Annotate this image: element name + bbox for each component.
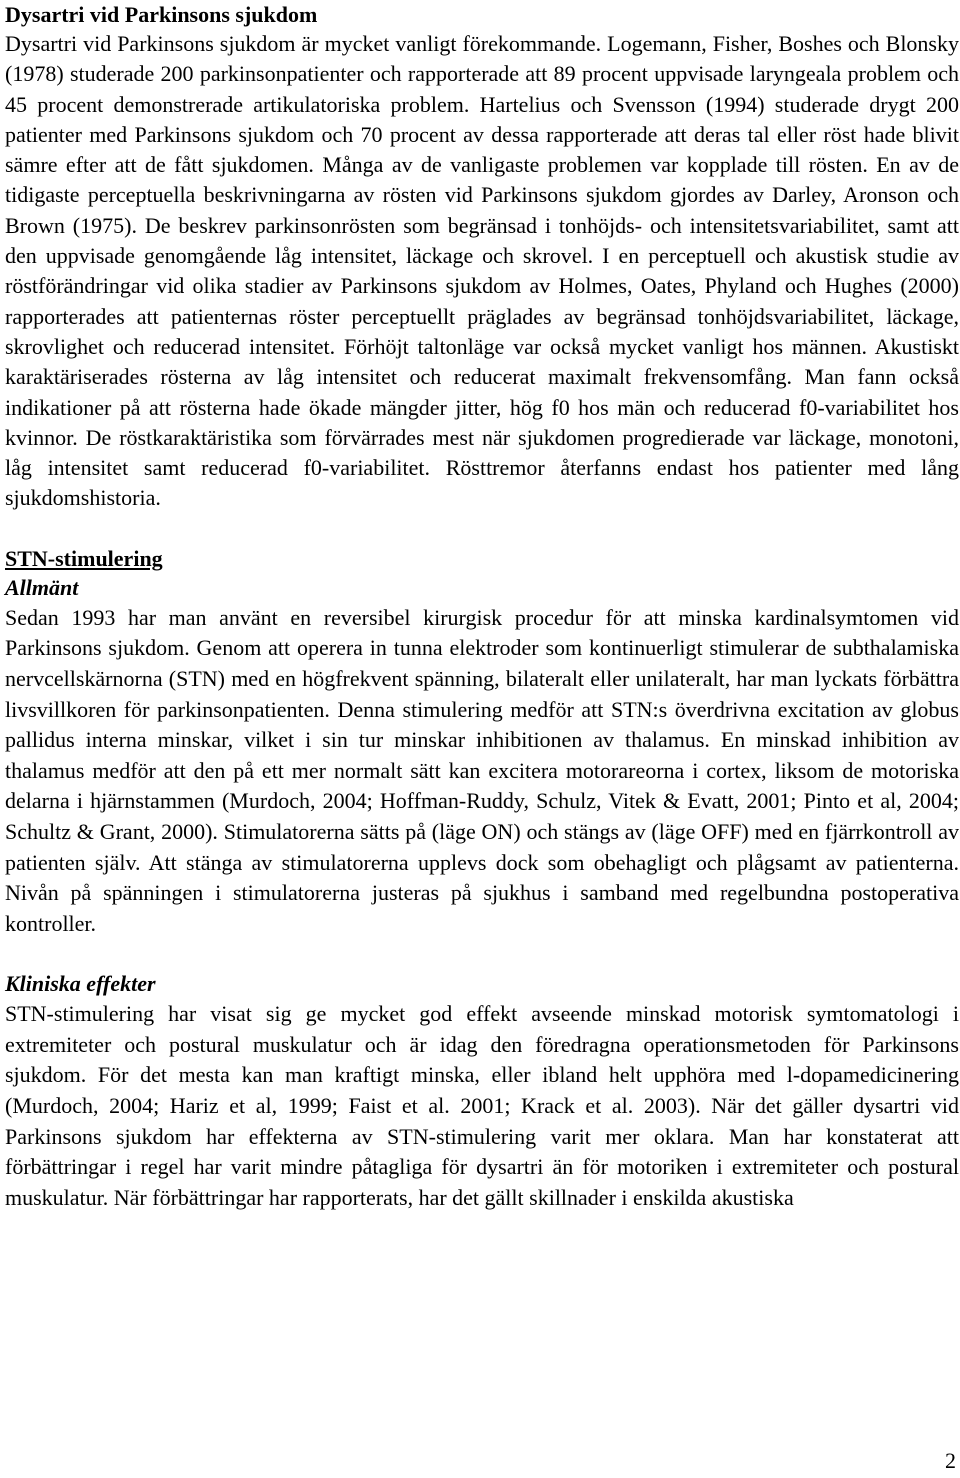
paragraph-kliniska-effekter: STN-stimulering har visat sig ge mycket god effekt avseende minskad motorisk symtomatologi i extremiteter och postural muskulatur och är idag den föredragna operationsmetoden för Parkinsons sjukdom. För det mesta kan man kraftigt minska, eller ibland helt upphöra med l-dopamedicinering (Murdoch, 2004; Hariz et al, 1999; Faist et al. 2001; Krack et al. 2003). När det gäller dysartri vid Parkinsons sjukdom har effekterna av STN-stimulering varit mer oklara. Man har konstaterat att förbättringar i regel har varit mindre påtagliga för dysartri än för motoriken i extremiteter och postural muskulatur. När förbättringar har rapporterats, har det gällt skillnader i enskilda akustiska [5, 1001, 959, 1210]
document-page [5, 0, 959, 1213]
section-heading-dysartri: Dysartri vid Parkinsons sjukdom [5, 2, 318, 27]
subheading-allmant: Allmänt [5, 574, 79, 600]
section-heading-stn: STN-stimulering [5, 545, 163, 571]
subheading-kliniska-effekter: Kliniska effekter [5, 971, 156, 997]
paragraph-allmant: Sedan 1993 har man använt en reversibel kirurgisk procedur för att minska kardinalsymtomen vid Parkinsons sjukdom. Genom att operera in tunna elektroder som kontinuerligt stimulerar de subthalamiska nervcellskärnorna (STN) med en högfrekvent spänning, bilateralt eller unilateralt, har man lyckats förbättra livsvillkoren för parkinsonpatienten. Denna stimulering medför att STN:s överdrivna excitation av globus pallidus interna minskar, vilket i sin tur minskar inhibitionen av thalamus. En minskad inhibition av thalamus medför att den på ett mer normalt sätt kan excitera motorareorna i cortex, liksom de motoriska delarna i hjärnstammen (Murdoch, 2004; Hoffman-Ruddy, Schulz, Vitek & Evatt, 2001; Pinto et al, 2004; Schultz & Grant, 2000). Stimulatorerna sätts på (läge ON) och stängs av (läge OFF) med en fjärrkontroll av patienten själv. Att stänga av stimulatorerna upplevs dock som obehagligt och plågsamt av patienterna. Nivån på spänningen i stimulatorerna justeras på sjukhus i samband med regelbundna postoperativa kontroller. [5, 604, 959, 936]
paragraph-dysartri: Dysartri vid Parkinsons sjukdom är mycket vanligt förekommande. Logemann, Fisher, Boshes och Blonsky (1978) studerade 200 parkinsonpatienter och rapporterade att 89 procent uppvisade laryngeala problem och 45 procent demonstrerade artikulatoriska problem. Hartelius och Svensson (1994) studerade drygt 200 patienter med Parkinsons sjukdom och 70 procent av dessa rapporterade att deras tal eller röst hade blivit sämre efter att de fått sjukdomen. Många av de vanligaste problemen var kopplade till rösten. En av de tidigaste perceptuella beskrivningarna av rösten vid Parkinsons sjukdom gjordes av Darley, Aronson och Brown (1975). De beskrev parkinsonrösten som begränsad i tonhöjds- och intensitetsvariabilitet, samt att den uppvisade genomgående låg intensitet, läckage och skrovel. I en perceptuell och akustisk studie av röstförändringar vid olika stadier av Parkinsons sjukdom av Holmes, Oates, Phyland och Hughes (2000) rapporterades att patienternas röster perceptuellt präglades av begränsad tonhöjdsvariabilitet, läckage, skrovlighet och reducerad intensitet. Förhöjt taltonläge var också mycket vanligt hos männen. Akustiskt karaktäriserades rösterna av låg intensitet och reducerat maximalt frekvensomfång. Man fann också indikationer på att rösterna hade ökade mängder jitter, hög f0 hos män och reducerad f0-variabilitet hos kvinnor. De röstkaraktäristika som förvärrades mest när sjukdomen progredierade var läckage, monotoni, låg intensitet samt reducerad f0-variabilitet. Rösttremor återfanns endast hos patienter med lång sjukdomshistoria. [5, 31, 959, 511]
page-number: 2 [945, 1448, 956, 1473]
